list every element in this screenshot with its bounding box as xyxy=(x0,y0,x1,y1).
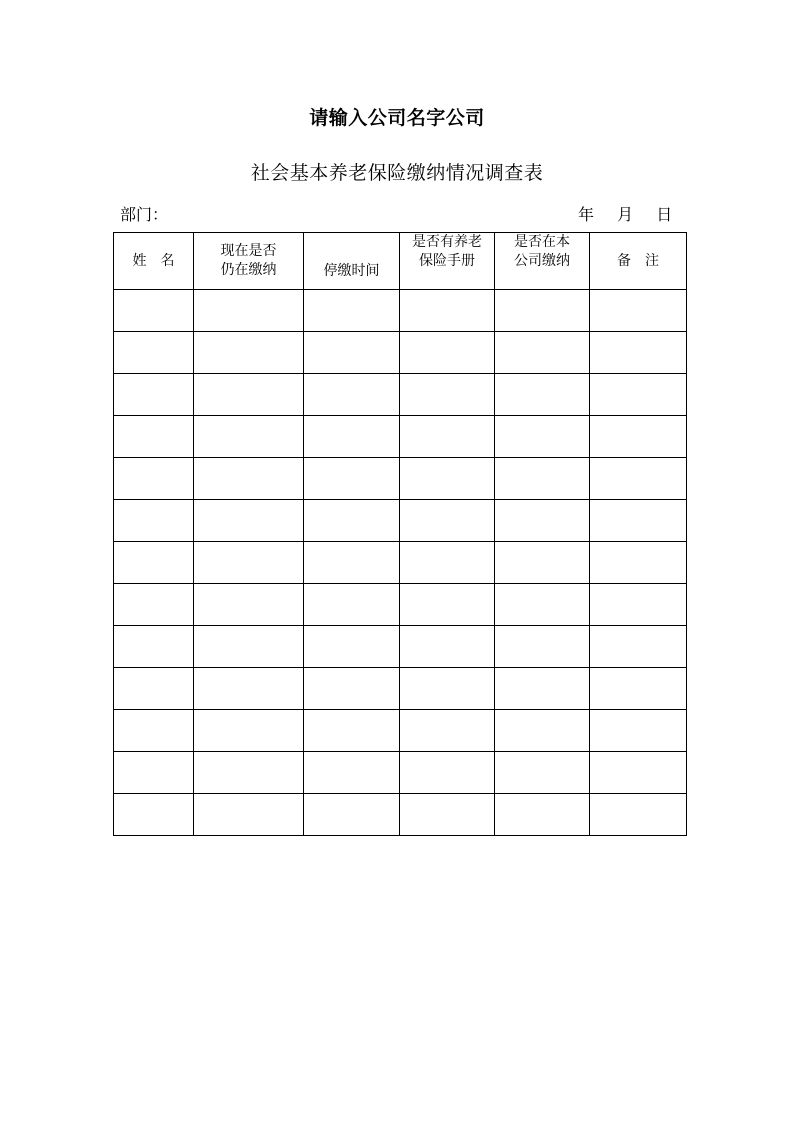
table-cell[interactable] xyxy=(495,710,590,752)
table-cell[interactable] xyxy=(114,458,194,500)
header-has-handbook xyxy=(400,233,495,290)
table-cell[interactable] xyxy=(114,416,194,458)
table-cell[interactable] xyxy=(495,584,590,626)
table-cell[interactable] xyxy=(590,626,687,668)
table-cell[interactable] xyxy=(304,752,400,794)
table-cell[interactable] xyxy=(114,626,194,668)
header-still-paying-line2: 仍在缴纳 xyxy=(220,262,277,278)
table-cell[interactable] xyxy=(590,332,687,374)
table-cell[interactable] xyxy=(194,626,304,668)
table-cell[interactable] xyxy=(304,794,400,836)
table-cell[interactable] xyxy=(400,374,495,416)
table-cell[interactable] xyxy=(590,500,687,542)
table-cell[interactable] xyxy=(194,416,304,458)
table-row xyxy=(114,500,687,542)
table-header-row xyxy=(114,233,687,290)
table-cell[interactable] xyxy=(400,584,495,626)
table-cell[interactable] xyxy=(114,668,194,710)
table-row xyxy=(114,290,687,332)
table-cell[interactable] xyxy=(495,332,590,374)
header-has-handbook-line1: 是否有养老 xyxy=(412,234,482,250)
date-day-label: 日 xyxy=(656,205,673,224)
table-cell[interactable] xyxy=(400,668,495,710)
table-cell[interactable] xyxy=(400,500,495,542)
table-cell[interactable] xyxy=(304,626,400,668)
table-cell[interactable] xyxy=(590,290,687,332)
table-cell[interactable] xyxy=(495,500,590,542)
table-row xyxy=(114,584,687,626)
table-cell[interactable] xyxy=(400,290,495,332)
table-row xyxy=(114,458,687,500)
table-cell[interactable] xyxy=(194,332,304,374)
table-row xyxy=(114,626,687,668)
table-cell[interactable] xyxy=(590,584,687,626)
table-cell[interactable] xyxy=(304,290,400,332)
table-row xyxy=(114,332,687,374)
table-cell[interactable] xyxy=(304,542,400,584)
table-cell[interactable] xyxy=(194,710,304,752)
table-cell[interactable] xyxy=(495,458,590,500)
table-cell[interactable] xyxy=(194,458,304,500)
header-paid-here-line2: 公司缴纳 xyxy=(514,253,570,269)
table-cell[interactable] xyxy=(194,374,304,416)
table-cell[interactable] xyxy=(114,794,194,836)
table-cell[interactable] xyxy=(114,500,194,542)
header-still-paying-line1: 现在是否 xyxy=(220,243,277,259)
table-row xyxy=(114,794,687,836)
form-title: 社会基本养老保险缴纳情况调查表 xyxy=(250,162,544,184)
table-cell[interactable] xyxy=(304,374,400,416)
header-name-text: 姓 名 xyxy=(132,252,175,269)
table-cell[interactable] xyxy=(114,542,194,584)
table-cell[interactable] xyxy=(495,290,590,332)
header-still-paying xyxy=(194,233,304,290)
table-cell[interactable] xyxy=(114,752,194,794)
date-month-label: 月 xyxy=(617,205,634,224)
department-label: 部门： xyxy=(120,205,169,224)
table-cell[interactable] xyxy=(194,542,304,584)
table-cell[interactable] xyxy=(400,332,495,374)
table-cell[interactable] xyxy=(495,752,590,794)
table-cell[interactable] xyxy=(304,332,400,374)
header-paid-here-line1: 是否在本 xyxy=(514,234,570,250)
table-cell[interactable] xyxy=(304,668,400,710)
header-stop-time-text: 停缴时间 xyxy=(323,262,380,279)
header-paid-here xyxy=(495,233,590,290)
table-row xyxy=(114,374,687,416)
table-cell[interactable] xyxy=(304,710,400,752)
table-cell[interactable] xyxy=(400,458,495,500)
table-body xyxy=(114,290,687,836)
table-row xyxy=(114,542,687,584)
table-cell[interactable] xyxy=(304,416,400,458)
table-cell[interactable] xyxy=(194,500,304,542)
table-cell[interactable] xyxy=(495,374,590,416)
header-name xyxy=(114,233,194,290)
table-cell[interactable] xyxy=(400,626,495,668)
header-stop-time xyxy=(304,233,400,290)
table-cell[interactable] xyxy=(114,332,194,374)
header-remarks-text: 备 注 xyxy=(617,252,659,269)
table-row xyxy=(114,710,687,752)
table-cell[interactable] xyxy=(400,542,495,584)
table-cell[interactable] xyxy=(590,794,687,836)
table-cell[interactable] xyxy=(495,416,590,458)
table-cell[interactable] xyxy=(194,668,304,710)
table-cell[interactable] xyxy=(590,416,687,458)
table-cell[interactable] xyxy=(304,458,400,500)
table-cell[interactable] xyxy=(590,752,687,794)
table-row xyxy=(114,668,687,710)
table-cell[interactable] xyxy=(590,458,687,500)
table-cell[interactable] xyxy=(590,374,687,416)
table-cell[interactable] xyxy=(400,752,495,794)
table-row xyxy=(114,752,687,794)
company-name: 请输入公司名字公司 xyxy=(309,107,485,129)
table-cell[interactable] xyxy=(495,794,590,836)
table-cell[interactable] xyxy=(304,500,400,542)
table-cell[interactable] xyxy=(114,710,194,752)
table-cell[interactable] xyxy=(400,416,495,458)
table-cell[interactable] xyxy=(194,584,304,626)
table-cell[interactable] xyxy=(495,626,590,668)
table-cell[interactable] xyxy=(194,794,304,836)
survey-table xyxy=(113,232,687,836)
table-cell[interactable] xyxy=(114,290,194,332)
header-has-handbook-line2: 保险手册 xyxy=(419,253,475,269)
table-row xyxy=(114,416,687,458)
date-year-label: 年 xyxy=(578,205,595,224)
table-cell[interactable] xyxy=(114,584,194,626)
table-cell[interactable] xyxy=(590,542,687,584)
table-cell[interactable] xyxy=(495,542,590,584)
date-line xyxy=(578,202,672,225)
table-cell[interactable] xyxy=(304,584,400,626)
table-cell[interactable] xyxy=(400,710,495,752)
table-cell[interactable] xyxy=(590,668,687,710)
table-cell[interactable] xyxy=(495,668,590,710)
header-remarks xyxy=(590,233,687,290)
table-cell[interactable] xyxy=(590,710,687,752)
table-cell[interactable] xyxy=(400,794,495,836)
table-cell[interactable] xyxy=(194,290,304,332)
table-cell[interactable] xyxy=(114,374,194,416)
table-cell[interactable] xyxy=(194,752,304,794)
